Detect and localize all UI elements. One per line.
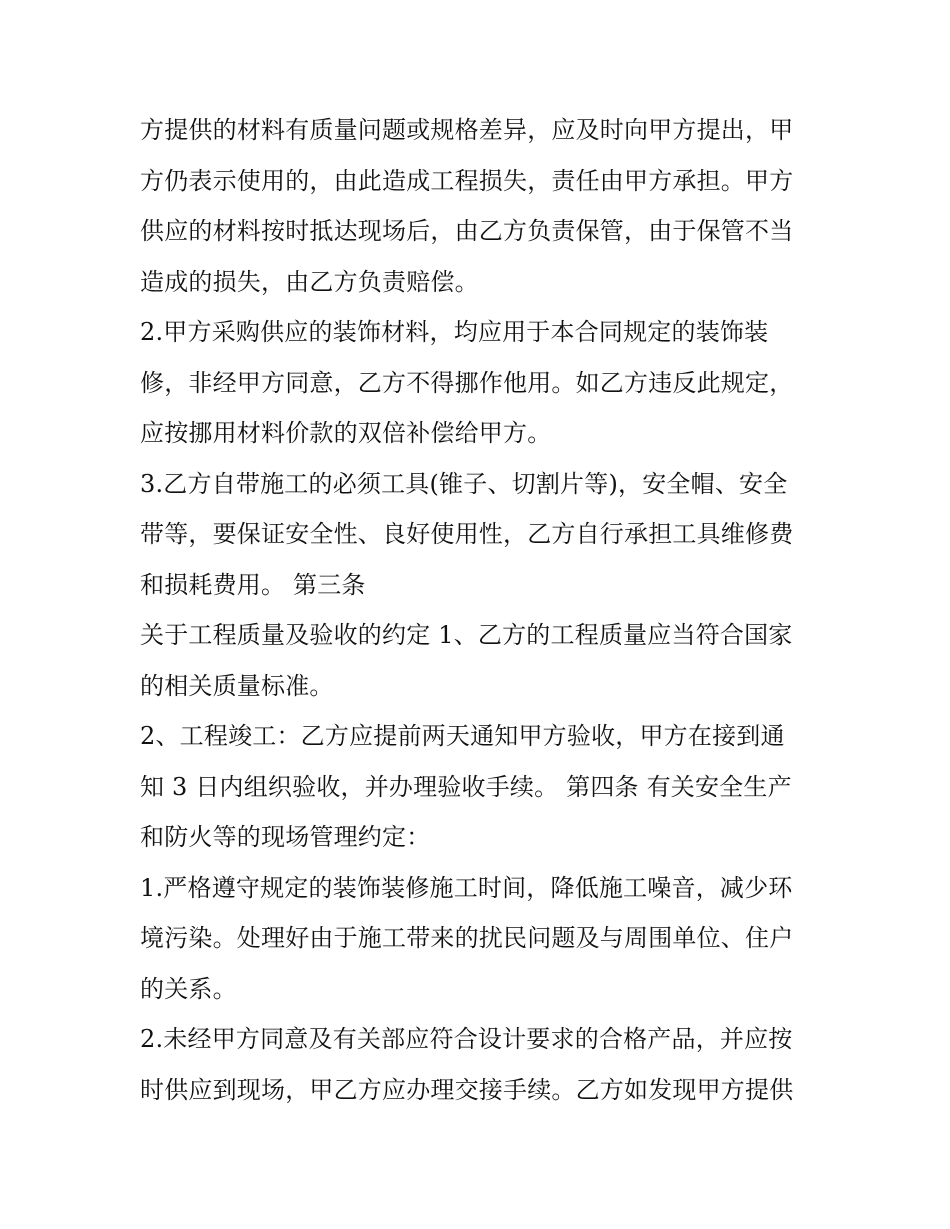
text-line-7: 应按挪用材料价款的双倍补偿给甲方。 bbox=[140, 419, 552, 447]
text-line-1: 方提供的材料有质量问题或规格差异，应及时向甲方提出，甲 bbox=[140, 116, 794, 144]
text-line-6: 修，非经甲方同意，乙方不得挪作他用。如乙方违反此规定， bbox=[140, 369, 794, 397]
text-line-13: 2、工程竣工：乙方应提前两天通知甲方验收，甲方在接到通 bbox=[140, 722, 785, 750]
text-line-20: 时供应到现场，甲乙方应办理交接手续。乙方如发现甲方提供 bbox=[140, 1076, 794, 1104]
text-line-9: 带等，要保证安全性、良好使用性，乙方自行承担工具维修费 bbox=[140, 520, 794, 548]
text-line-16: 1.严格遵守规定的装饰装修施工时间，降低施工噪音，减少环 bbox=[140, 874, 793, 902]
text-line-4: 造成的损失，由乙方负责赔偿。 bbox=[140, 268, 479, 296]
text-line-15: 和防火等的现场管理约定： bbox=[140, 823, 431, 851]
text-line-11: 关于工程质量及验收的约定 1、乙方的工程质量应当符合国家 bbox=[140, 621, 793, 649]
text-line-19: 2.未经甲方同意及有关部应符合设计要求的合格产品，并应按 bbox=[140, 1025, 793, 1053]
text-line-12: 的相关质量标准。 bbox=[140, 672, 334, 700]
text-line-17: 境污染。处理好由于施工带来的扰民问题及与周围单位、住户 bbox=[140, 924, 794, 952]
text-line-14: 知 3 日内组织验收，并办理验收手续。 第四条 有关安全生产 bbox=[140, 773, 792, 801]
text-line-2: 方仍表示使用的，由此造成工程损失，责任由甲方承担。甲方 bbox=[140, 167, 794, 195]
text-line-8: 3.乙方自带施工的必须工具(锥子、切割片等)，安全帽、安全 bbox=[140, 470, 788, 498]
text-line-10: 和损耗费用。 第三条 bbox=[140, 571, 366, 599]
text-line-5: 2.甲方采购供应的装饰材料，均应用于本合同规定的装饰装 bbox=[140, 318, 769, 346]
text-line-18: 的关系。 bbox=[140, 975, 237, 1003]
text-line-3: 供应的材料按时抵达现场后，由乙方负责保管，由于保管不当 bbox=[140, 217, 794, 245]
